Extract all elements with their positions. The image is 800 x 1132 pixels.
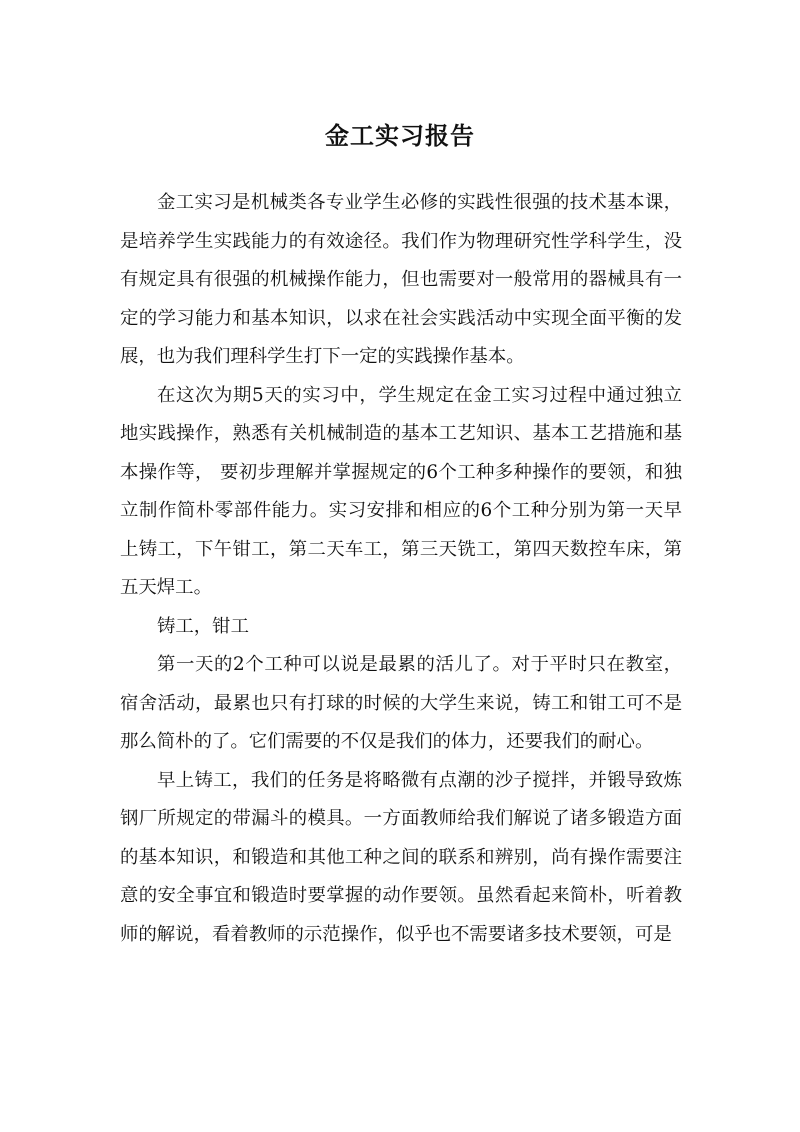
document-body <box>120 184 682 954</box>
paragraph-intro: 金工实习是机械类各专业学生必修的实践性很强的技术基本课，是培养学生实践能力的有效途径。我们作为物理研究性学科学生，没有规定具有很强的机械操作能力，但也需要对一般常用的器械具有一定的学习能力和基本知识，以求在社会实践活动中实现全面平衡的发展，也为我们理科学生打下一定的实践操作基本。 <box>120 192 682 367</box>
paragraph-schedule: 在这次为期5天的实习中，学生规定在金工实习过程中通过独立地实践操作，熟悉有关机械制造的基本工艺知识、基本工艺措施和基本操作等， 要初步理解并掌握规定的6个工种多种操作的要领，和独立制作简朴零部件能力。实习安排和相应的6个工种分别为第一天早上铸工，下午钳工，第二天车工，第三天铣工，第四天数控车床，第五天焊工。 <box>120 384 682 598</box>
document-title: 金工实习报告 <box>325 121 475 151</box>
paragraph-casting: 早上铸工，我们的任务是将略微有点潮的沙子搅拌，并锻导致炼钢厂所规定的带漏斗的模具。一方面教师给我们解说了诸多锻造方面的基本知识，和锻造和其他工种之间的联系和辨别，尚有操作需要注意的安全事宜和锻造时要掌握的动作要领。虽然看起来简朴，听着教师的解说，看着教师的示范操作，似乎也不需要诸多技术要领，可是 <box>120 769 682 945</box>
section-heading-casting-fitting: 铸工，钳工 <box>157 615 249 637</box>
paragraph-day-one: 第一天的2个工种可以说是最累的活儿了。对于平时只在教室，宿舍活动，最累也只有打球的时候的大学生来说，铸工和钳工可不是那么简朴的了。它们需要的不仅是我们的体力，还要我们的耐心。 <box>120 654 682 752</box>
